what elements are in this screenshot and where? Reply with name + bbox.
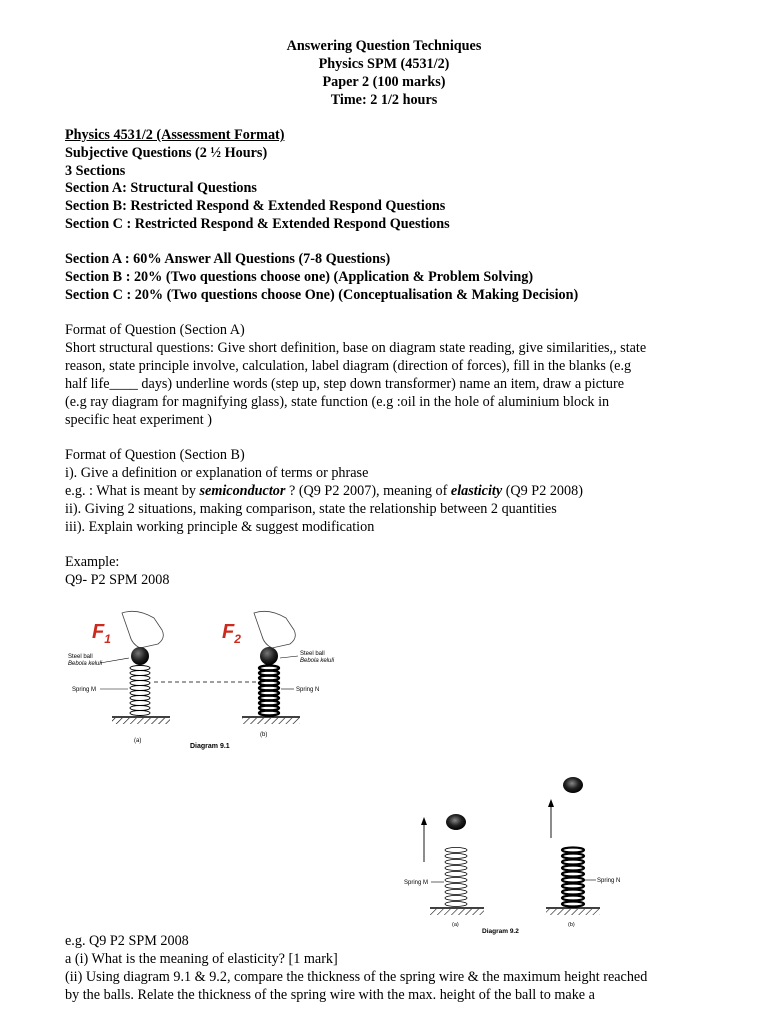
question-b-line: by the balls. Relate the thickness of the spring wire with the max. height of the ball to make a [65, 987, 595, 1003]
label-spring-n: Spring N [597, 878, 621, 884]
label-steel-ball-left: Steel ball [68, 654, 93, 660]
diagram-9-2-title: Diagram 9.2 [482, 928, 519, 935]
section-a-line: specific heat experiment ) [65, 412, 212, 428]
hand-right-icon [254, 611, 295, 648]
ball-a [446, 814, 466, 830]
spring-n-icon [259, 666, 279, 716]
label-spring-m: Spring M [404, 880, 429, 886]
example-prefix: e.g. : What is meant by [65, 483, 200, 499]
question-b-line: (ii) Using diagram 9.1 & 9.2, compare the thickness of the spring wire & the maximum height reached [65, 969, 648, 985]
example-mid: ? (Q9 P2 2007), meaning of [285, 483, 451, 499]
section-b-title: Format of Question (Section B) [65, 447, 245, 463]
steel-ball-left [131, 647, 149, 665]
section-a-title: Format of Question (Section A) [65, 322, 245, 338]
caption-a: (a) [452, 922, 459, 928]
question-ref: e.g. Q9 P2 SPM 2008 [65, 933, 189, 949]
section-a-line: (e.g ray diagram for magnifying glass), state function (e.g :oil in the hole of aluminium block in [65, 394, 610, 410]
label-bebola-left: Bebola keluli [68, 661, 103, 667]
section-b-example [65, 483, 583, 501]
doc-title: Answering Question Techniques [286, 38, 482, 54]
caption-a: (a) [134, 738, 142, 744]
assessment-line: Subjective Questions (2 ½ Hours) [65, 145, 268, 161]
doc-subject: Physics SPM (4531/2) [318, 56, 450, 72]
assessment-heading: Physics 4531/2 (Assessment Format) [65, 127, 285, 143]
weight-line: Section C : 20% (Two questions choose One) (Conceptualisation & Making Decision) [65, 287, 579, 303]
label-steel-ball-right: Steel ball [300, 651, 325, 657]
example-suffix: (Q9 P2 2008) [502, 483, 583, 499]
diagram-9-1-title: Diagram 9.1 [190, 743, 230, 750]
caption-b: (b) [260, 732, 268, 738]
f1-label: $F_1$ [92, 621, 111, 646]
label-bebola-right: Bebola keluli [300, 658, 335, 664]
caption-b: (b) [568, 922, 575, 928]
doc-paper: Paper 2 (100 marks) [322, 74, 446, 90]
example-label: Example: [65, 554, 120, 570]
hand-left-icon [122, 611, 163, 648]
section-a-line: reason, state principle involve, calculation, label diagram (direction of forces), fill in the blanks (e.g [65, 358, 632, 374]
spring-n-icon [562, 848, 584, 907]
assessment-line: 3 Sections [65, 163, 126, 179]
steel-ball-right [260, 647, 278, 665]
term-elasticity: elasticity [450, 483, 503, 499]
section-b-item: i). Give a definition or explanation of terms or phrase [65, 465, 369, 481]
question-a: a (i) What is the meaning of elasticity? [1 mark] [65, 951, 338, 967]
section-a-line: half life____ days) underline words (step up, step down transformer) name an item, draw a picture [65, 376, 625, 392]
weight-line: Section B : 20% (Two questions choose one) (Application & Problem Solving) [65, 269, 534, 285]
f2-label: $F_2$ [222, 621, 241, 646]
base-left [430, 909, 484, 915]
section-a-line: Short structural questions: Give short definition, base on diagram state reading, give similarities,, state [65, 340, 647, 356]
term-semiconductor: semiconductor [199, 483, 286, 499]
base-right [242, 718, 300, 724]
section-b-item: iii). Explain working principle & suggest modification [65, 519, 375, 535]
diagram-9-2 [398, 770, 648, 938]
ball-b [563, 777, 583, 793]
base-left [112, 718, 170, 724]
section-b-item: ii). Giving 2 situations, making comparison, state the relationship between 2 quantities [65, 501, 557, 517]
label-spring-m: Spring M [72, 687, 97, 693]
example-ref: Q9- P2 SPM 2008 [65, 572, 170, 588]
label-spring-n: Spring N [296, 687, 320, 693]
spring-m-icon [130, 666, 150, 716]
base-right [546, 909, 600, 915]
assessment-line: Section A: Structural Questions [65, 180, 257, 196]
assessment-line: Section B: Restricted Respond & Extended Respond Questions [65, 198, 446, 214]
doc-time: Time: 2 1/2 hours [330, 92, 438, 108]
spring-m-icon [445, 848, 467, 907]
diagram-9-1 [62, 608, 372, 758]
assessment-line: Section C : Restricted Respond & Extended Respond Questions [65, 216, 450, 232]
weight-line: Section A : 60% Answer All Questions (7-8 Questions) [65, 251, 391, 267]
